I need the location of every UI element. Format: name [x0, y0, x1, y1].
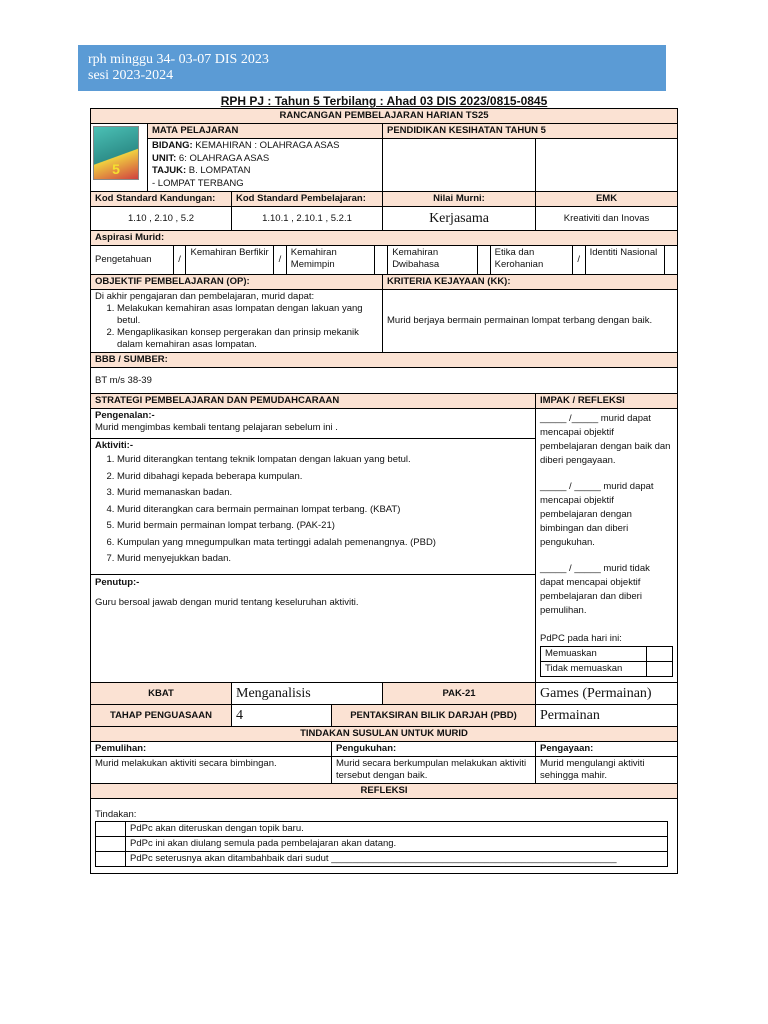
aspirasi-item-6: Identiti Nasional — [585, 246, 664, 274]
subject-label: MATA PELAJARAN — [148, 124, 383, 139]
objektif-item-2: 2. Mengaplikasikan konsep pergerakan dan prinsip mekanik dalam kemahiran asas lompatan. — [117, 327, 378, 351]
kriteria-content: Murid berjaya bermain permainan lompat terbang dengan baik. — [383, 290, 678, 353]
refleksi-checkbox-2 — [96, 837, 126, 852]
ksk-value: 1.10 , 2.10 , 5.2 — [91, 207, 232, 231]
pemulihan-text: Murid melakukan aktiviti secara bimbingan. — [91, 757, 332, 784]
pengayaan-text: Murid mengulangi aktiviti sehingga mahir. — [536, 757, 678, 784]
pdpc-checkbox-1 — [647, 647, 673, 662]
pengenalan-label: Pengenalan:- — [95, 410, 155, 421]
tahap-label: TAHAP PENGUASAAN — [91, 705, 232, 727]
impak-r1: _____ /_____ murid dapat mencapai objektif pembelajaran dengan baik dan diberi pengayaan. — [540, 413, 671, 466]
impak-content — [536, 409, 678, 683]
objektif-content — [91, 290, 383, 353]
page-title: RPH PJ : Tahun 5 Terbilang : Ahad 03 DIS 2023/0815-0845 — [220, 94, 548, 108]
aspirasi-label: Aspirasi Murid: — [91, 231, 678, 246]
aktiviti-item-2: 2. Murid dibahagi kepada beberapa kumpulan. — [117, 469, 531, 486]
pak21-value: Games (Permainan) — [536, 683, 678, 705]
refleksi-item-2: PdPc ini akan diulang semula pada pembelajaran akan datang. — [126, 837, 668, 852]
header-banner — [78, 45, 666, 91]
pak21-label: PAK-21 — [383, 683, 536, 705]
book-cover-image: 5 — [93, 126, 139, 180]
pbd-value: Permainan — [536, 705, 678, 727]
aspirasi-mark-1: / — [173, 246, 186, 274]
aspirasi-item-3: Kemahiran Memimpin — [286, 246, 375, 274]
nilai-value: Kerjasama — [383, 207, 536, 231]
tindakan-label: TINDAKAN SUSULAN UNTUK MURID — [91, 727, 678, 742]
objektif-intro: Di akhir pengajaran dan pembelajaran, murid dapat: — [95, 291, 315, 302]
pbd-label: PENTAKSIRAN BILIK DARJAH (PBD) — [332, 705, 536, 727]
tajuk-sub: - LOMPAT TERBANG — [152, 177, 244, 189]
plan-header: RANCANGAN PEMBELAJARAN HARIAN TS25 — [91, 109, 678, 124]
kbat-value: Menganalisis — [232, 683, 383, 705]
pemulihan-label: Pemulihan: — [91, 742, 332, 757]
bbb-value: BT m/s 38-39 — [91, 368, 678, 394]
aspirasi-item-2: Kemahiran Berfikir — [186, 246, 274, 274]
bbb-label: BBB / SUMBER: — [91, 353, 678, 368]
aspirasi-mark-2: / — [274, 246, 287, 274]
unit-value: 6: OLAHRAGA ASAS — [178, 152, 270, 164]
aktiviti-item-6: 6. Kumpulan yang mnegumpulkan mata tertinggi adalah pemenangnya. (PBD) — [117, 535, 531, 552]
subject-blank-1 — [383, 139, 536, 192]
ksk-label: Kod Standard Kandungan: — [91, 192, 232, 207]
aktiviti-item-5: 5. Murid bermain permainan lompat terbang. (PAK-21) — [117, 518, 531, 535]
pengayaan-label: Pengayaan: — [536, 742, 678, 757]
aspirasi-mark-3 — [375, 246, 388, 274]
subject-blank-2 — [536, 139, 678, 192]
aktiviti-item-4: 4. Murid diterangkan cara bermain permainan lompat terbang. (KBAT) — [117, 502, 531, 519]
pdpc-option-tidak-memuaskan: Tidak memuaskan — [541, 662, 647, 677]
objektif-label: OBJEKTIF PEMBELAJARAN (OP): — [91, 275, 383, 290]
pdpc-checkbox-2 — [647, 662, 673, 677]
aktiviti-item-7: 7. Murid menyejukkan badan. — [117, 551, 531, 568]
tajuk-value: B. LOMPATAN — [188, 165, 251, 176]
penutup-text: Guru bersoal jawab dengan murid tentang keseluruhan aktiviti. — [95, 596, 359, 608]
rph-sheet — [90, 108, 677, 874]
strategi-label: STRATEGI PEMBELAJARAN DAN PEMUDAHCARAAN — [91, 394, 536, 409]
kbat-label: KBAT — [91, 683, 232, 705]
aspirasi-mark-6 — [664, 246, 677, 274]
kriteria-label: KRITERIA KEJAYAAN (KK): — [383, 275, 678, 290]
aktiviti-item-1: 1. Murid diterangkan tentang teknik lompatan dengan lakuan yang betul. — [117, 452, 531, 469]
bidang-value: KEMAHIRAN : OLAHRAGA ASAS — [195, 140, 340, 151]
aspirasi-row — [91, 246, 678, 275]
subject-value: PENDIDIKAN KESIHATAN TAHUN 5 — [383, 124, 678, 139]
penutup-label: Penutup:- — [95, 576, 140, 588]
emk-label: EMK — [536, 192, 678, 207]
aspirasi-item-4: Kemahiran Dwibahasa — [388, 246, 478, 274]
refleksi-checkbox-3 — [96, 852, 126, 867]
pengukuhan-label: Pengukuhan: — [332, 742, 536, 757]
refleksi-checkbox-1 — [96, 822, 126, 837]
aspirasi-item-5: Etika dan Kerohanian — [490, 246, 572, 274]
pengukuhan-text: Murid secara berkumpulan melakukan aktiviti tersebut dengan baik. — [332, 757, 536, 784]
aspirasi-mark-5: / — [572, 246, 585, 274]
aktiviti-item-3: 3. Murid memanaskan badan. — [117, 485, 531, 502]
objektif-item-1: 1. Melakukan kemahiran asas lompatan dengan lakuan yang betul. — [117, 303, 378, 327]
refleksi-item-1: PdPc akan diteruskan dengan topik baru. — [126, 822, 668, 837]
aspirasi-mark-4 — [477, 246, 490, 274]
ksp-label: Kod Standard Pembelajaran: — [232, 192, 383, 207]
pengenalan-text: Murid mengimbas kembali tentang pelajaran sebelum ini . — [95, 422, 338, 433]
ksp-value: 1.10.1 , 2.10.1 , 5.2.1 — [232, 207, 383, 231]
nilai-label: Nilai Murni: — [383, 192, 536, 207]
tindakan-prompt: Tindakan: — [95, 809, 137, 820]
pdpc-label: PdPC pada hari ini: — [540, 633, 622, 644]
book-cover-cell — [91, 124, 148, 192]
pdpc-option-memuaskan: Memuaskan — [541, 647, 647, 662]
refleksi-item-3: PdPc seterusnya akan ditambahbaik dari sudut ______________________________________________________ — [126, 852, 668, 867]
tahap-value: 4 — [232, 705, 332, 727]
emk-value: Kreativiti dan Inovas — [536, 207, 678, 231]
banner-line-2: sesi 2023-2024 — [88, 68, 174, 83]
aktiviti-label: Aktiviti:- — [95, 440, 133, 451]
strategi-content — [91, 409, 536, 683]
aspirasi-item-1: Pengetahuan — [91, 246, 173, 274]
banner-line-1: rph minggu 34- 03-07 DIS 2023 — [88, 52, 269, 67]
impak-r2: _____ / _____ murid dapat mencapai objektif pembelajaran dengan bimbingan dan diberi pengukuhan. — [540, 481, 654, 548]
refleksi-label: REFLEKSI — [91, 784, 678, 799]
impak-r3: _____ / _____ murid tidak dapat mencapai objektif pembelajaran dan diberi pemulihan. — [540, 563, 650, 616]
impak-label: IMPAK / REFLEKSI — [536, 394, 678, 409]
refleksi-content — [91, 799, 678, 874]
subject-details: BIDANG: KEMAHIRAN : OLAHRAGA ASAS UNIT: 6: OLAHRAGA ASAS TAJUK: B. LOMPATAN - LOMPAT TERBANG — [148, 139, 383, 192]
